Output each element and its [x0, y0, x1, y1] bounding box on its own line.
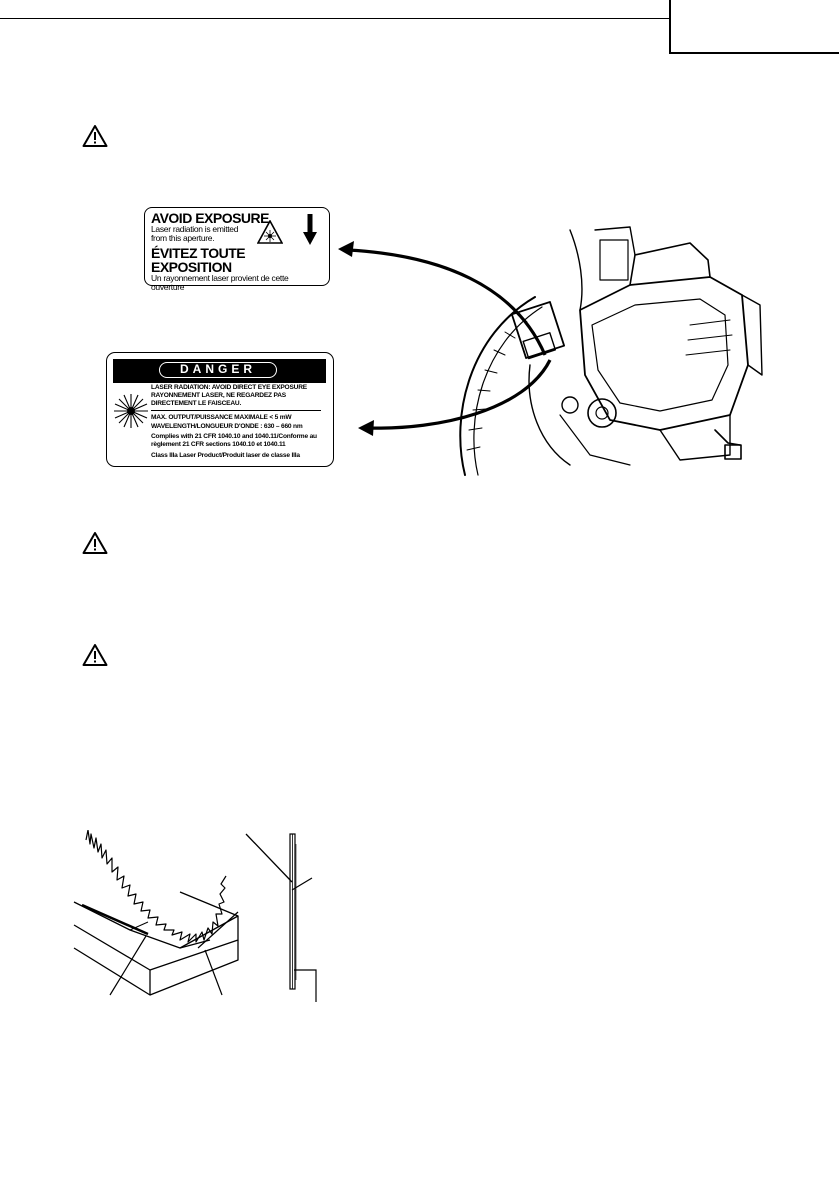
- danger-header-bar: [113, 359, 326, 383]
- down-arrow-icon: [302, 214, 318, 246]
- language-tab-box: [669, 0, 839, 54]
- header-rule: [0, 18, 669, 19]
- danger-line7: règlement 21 CFR sections 1040.10 et 1040.11: [151, 441, 286, 448]
- warning-triangle-icon: [82, 531, 108, 555]
- danger-divider: [151, 410, 321, 411]
- warning-triangle-icon: [82, 124, 108, 148]
- avoid-exposure-line-fr: Un rayonnement laser provient de cette ouverture: [151, 273, 289, 292]
- avoid-exposure-line2: from this aperture.: [151, 233, 215, 243]
- blade-workpiece-illustration: [70, 830, 250, 1005]
- avoid-exposure-title-fr: ÉVITEZ TOUTE EXPOSITION: [151, 245, 246, 275]
- miter-saw-illustration: [330, 215, 770, 480]
- danger-line5: WAVELENGTH/LONGUEUR D'ONDE : 630 – 660 nm: [151, 423, 303, 430]
- avoid-exposure-label: [144, 207, 330, 292]
- warning-triangle-icon: [82, 643, 108, 667]
- laser-hazard-icon: [257, 220, 283, 244]
- danger-label: [106, 352, 334, 467]
- blade-side-view-illustration: [244, 830, 324, 1002]
- laser-starburst-icon: [113, 393, 149, 429]
- avoid-exposure-title: AVOID EXPOSURE: [151, 210, 269, 226]
- danger-line4: MAX. OUTPUT/PUISSANCE MAXIMALE < 5 mW: [151, 414, 292, 421]
- danger-line1: LASER RADIATION: AVOID DIRECT EYE EXPOSURE: [151, 384, 307, 391]
- danger-line6: Complies with 21 CFR 1040.10 and 1040.11/Conforme au: [151, 433, 317, 440]
- danger-line3: DIRECTEMENT LE FAISCEAU.: [151, 400, 242, 407]
- danger-line2: RAYONNEMENT LASER, NE REGARDEZ PAS: [151, 392, 286, 399]
- avoid-exposure-line1: Laser radiation is emitted: [151, 224, 239, 234]
- danger-line8: Class IIIa Laser Product/Produit laser de classe IIIa: [151, 452, 300, 459]
- danger-header: DANGER: [159, 362, 277, 378]
